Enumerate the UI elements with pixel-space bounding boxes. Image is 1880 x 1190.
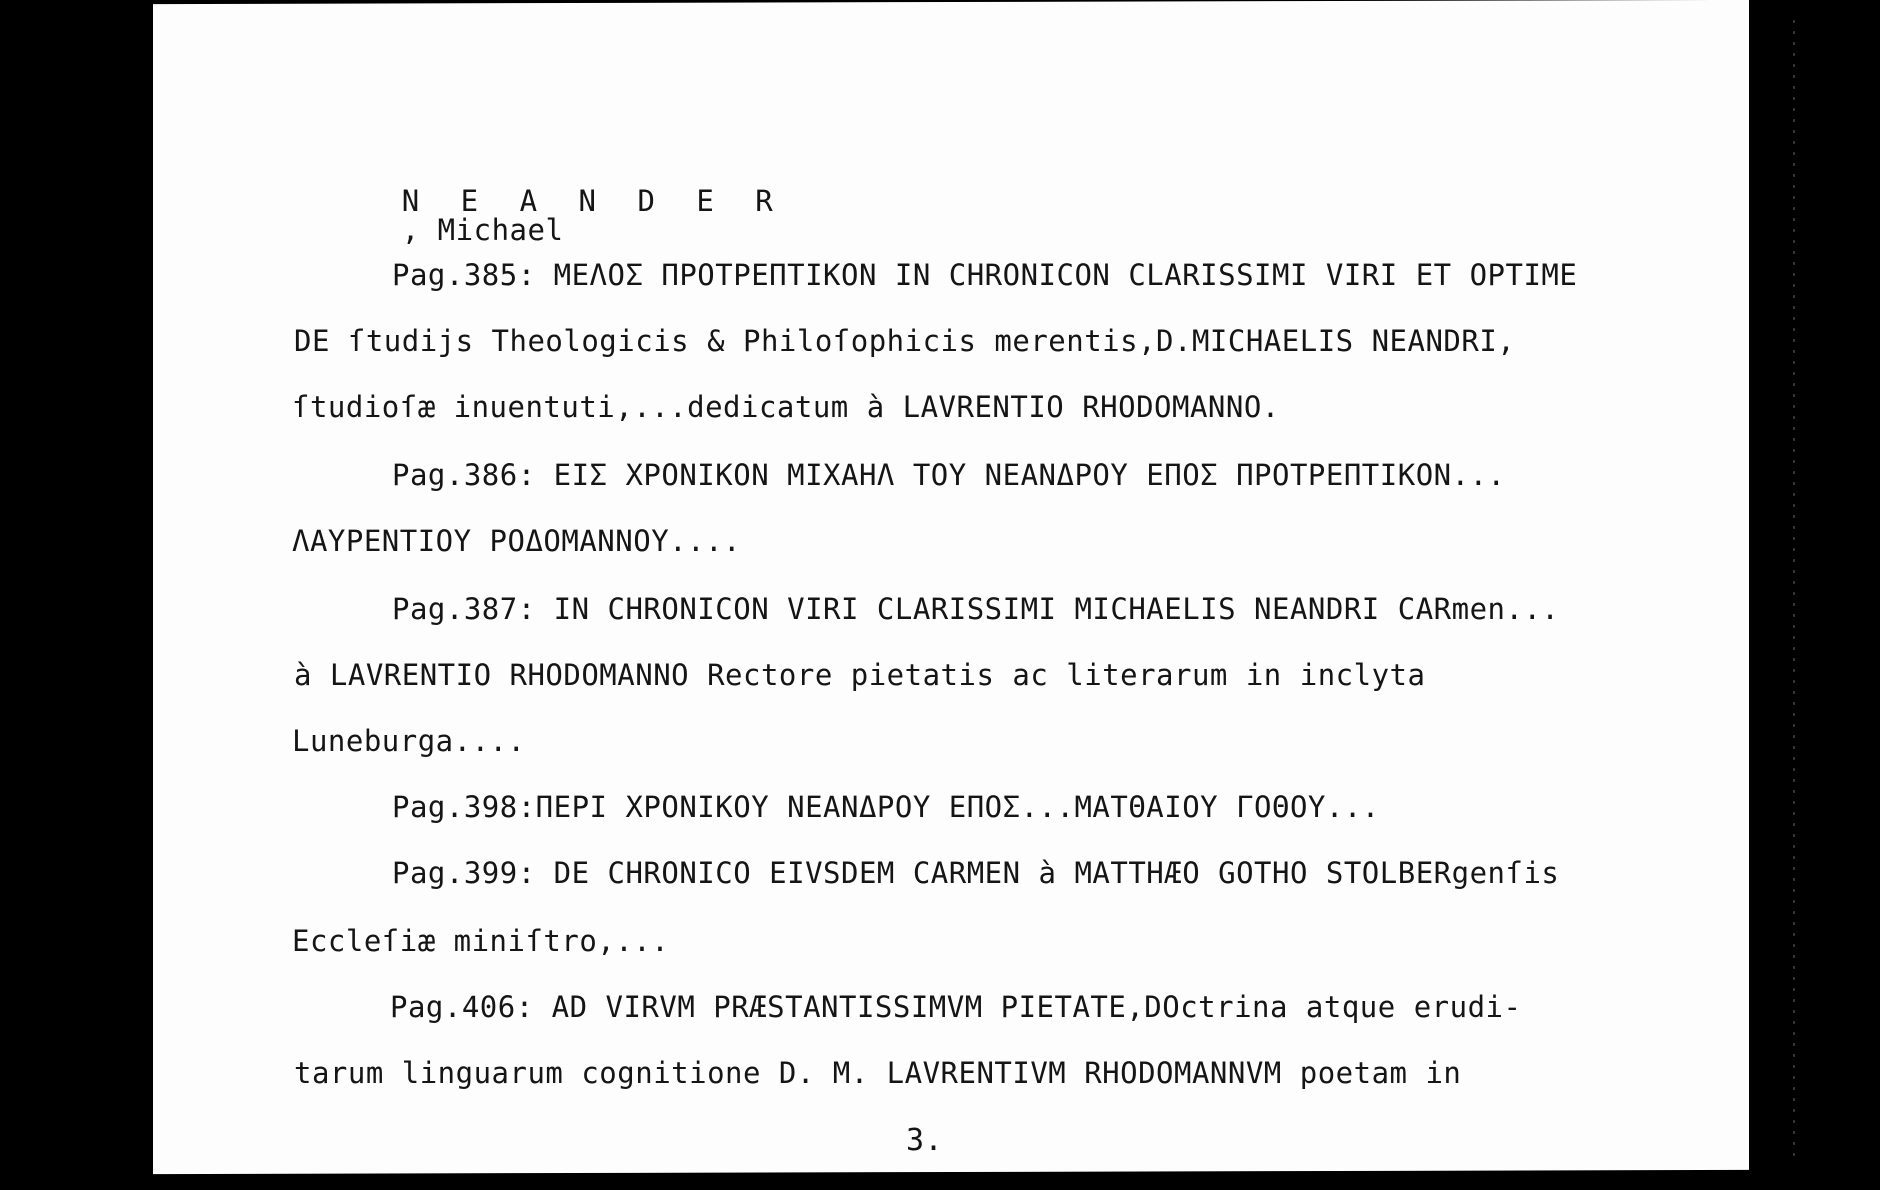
page-number: 3. [906,1123,944,1158]
entry-line: Pag.385: ΜΕΛΟΣ ΠΡΟΤΡΕΠΤΙΚΟΝ IN CHRONICON CLARISSIMI VIRI ET OPTIME [392,258,1578,292]
entry-line: Pag.406: AD VIRVM PRÆSTANTISSIMVM PIETATE,DOctrina atque erudi- [390,990,1522,1024]
entry-line: DE ſtudijs Theologicis & Philoſophicis merentis,D.MICHAELIS NEANDRI, [294,324,1516,358]
entry-line: Pag.386: ΕΙΣ ΧΡΟΝΙΚΟΝ ΜΙΧΑΗΛ ΤΟΥ ΝΕΑΝΔΡΟΥ ΕΠΟΣ ΠΡΟΤΡΕΠΤΙΚΟΝ... [392,458,1506,492]
entry-line: Eccleſiæ miniſtro,... [292,924,670,958]
entry-line: Luneburga.... [292,724,526,758]
entry-line: ſtudioſæ inuentuti,...dedicatum à LAVRENTIO RHODOMANNO. [292,390,1280,424]
entry-line: Pag.398:ΠΕΡΙ ΧΡΟΝΙΚΟΥ ΝΕΑΝΔΡΟΥ ΕΠΟΣ...ΜΑΤΘΑΙΟΥ ΓΟΘΟΥ... [392,790,1380,824]
heading-surname: N E A N D E R [401,184,785,218]
heading [294,158,785,274]
entry-line: ΛΑΥΡΕΝΤΙΟΥ ΡΟΔΟΜΑΝΝΟΥ.... [292,524,741,558]
entry-line: à LAVRENTIO RHODOMANNO Rectore pietatis ac literarum in inclyta [294,658,1426,692]
heading-given-name: , Michael [401,213,564,247]
entry-line: Pag.387: IN CHRONICON VIRI CLARISSIMI MICHAELIS NEANDRI CARmen... [392,592,1560,626]
entry-line: tarum linguarum cognitione D. M. LAVRENTIVM RHODOMANNVM poetam in [294,1056,1462,1090]
entry-line: Pag.399: DE CHRONICO EIVSDEM CARMEN à MATTHÆO GOTHO STOLBERgenſis [392,856,1560,890]
